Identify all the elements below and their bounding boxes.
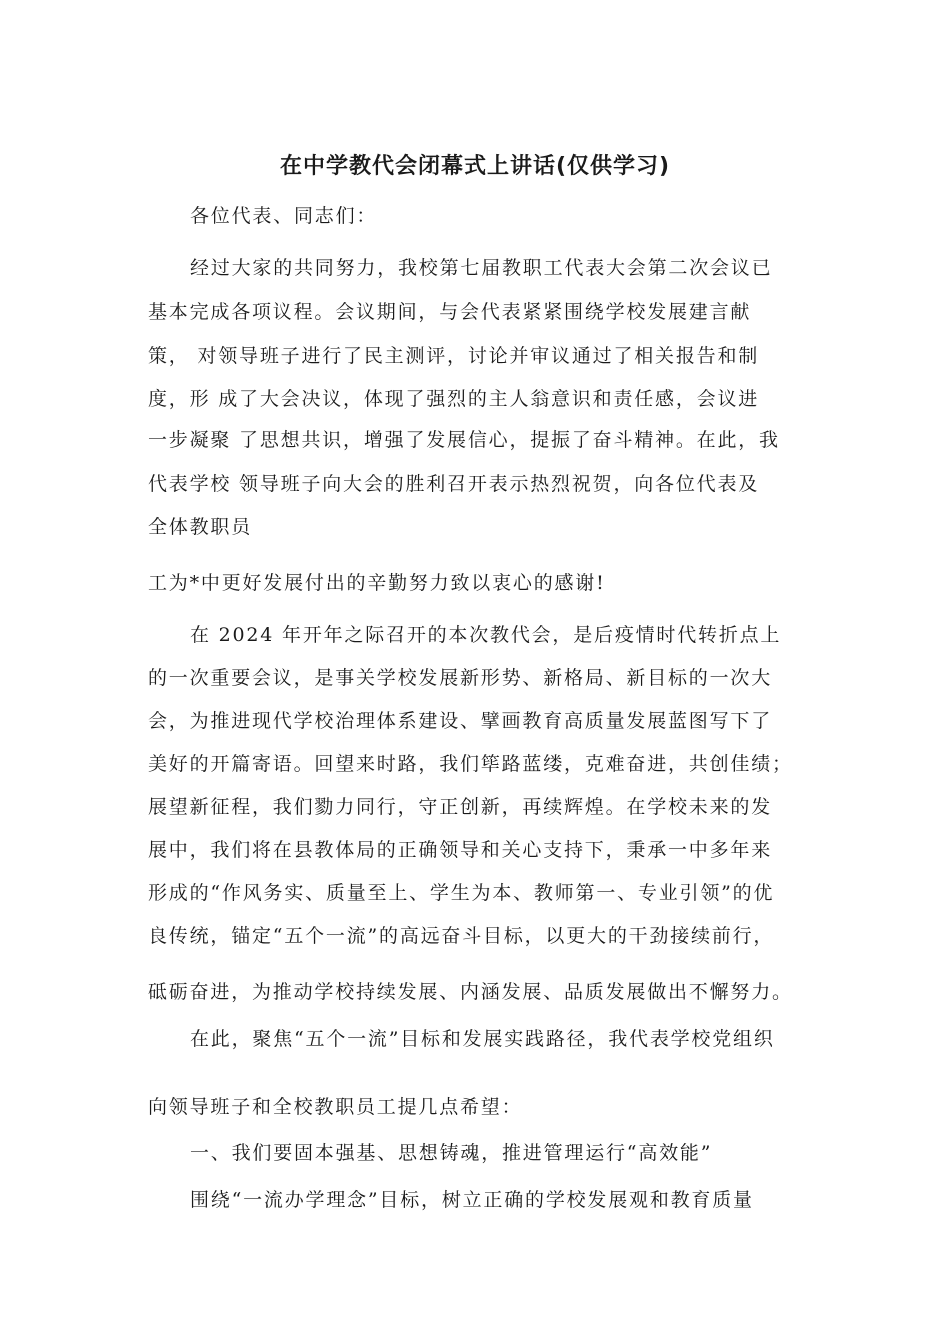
section-heading: 一、我们要固本强基、思想铸魂，推进管理运行“高效能”	[190, 1142, 713, 1164]
body-line: 在此，聚焦“五个一流”目标和发展实践路径，我代表学校党组织	[190, 1028, 775, 1050]
body-line: 展望新征程，我们勠力同行，守正创新，再续辉煌。在学校未来的发	[148, 796, 773, 818]
body-line: 展中，我们将在县教体局的正确领导和关心支持下，秉承一中多年来	[148, 839, 773, 861]
body-line: 全体教职员	[148, 516, 253, 538]
body-line: 向领导班子和全校教职员工提几点希望：	[148, 1096, 523, 1118]
body-line: 良传统，锚定“五个一流”的高远奋斗目标，以更大的干劲接续前行，	[148, 925, 775, 947]
salutation-line: 各位代表、同志们：	[190, 205, 378, 227]
body-line: 砥砺奋进，为推动学校持续发展、内涵发展、品质发展做出不懈努力。	[148, 981, 793, 1003]
body-line: 在 2024 年开年之际召开的本次教代会，是后疫情时代转折点上	[190, 624, 782, 646]
body-line: 工为*中更好发展付出的辛勤努力致以衷心的感谢!	[148, 572, 606, 594]
body-line: 的一次重要会议，是事关学校发展新形势、新格局、新目标的一次大	[148, 667, 773, 689]
body-line: 代表学校 领导班子向大会的胜利召开表示热烈祝贺，向各位代表及	[148, 473, 760, 495]
body-line: 度，形 成了大会决议，体现了强烈的主人翁意识和责任感，会议进	[148, 388, 760, 410]
body-line: 基本完成各项议程。会议期间，与会代表紧紧围绕学校发展建言献	[148, 301, 752, 323]
body-line: 形成的“作风务实、质量至上、学生为本、教师第一、专业引领”的优	[148, 882, 775, 904]
body-line: 策， 对领导班子进行了民主测评，讨论并审议通过了相关报告和制	[148, 345, 760, 367]
document-title: 在中学教代会闭幕式上讲话(仅供学习)	[279, 154, 671, 179]
body-line: 一步凝聚 了思想共识，增强了发展信心，提振了奋斗精神。在此，我	[148, 429, 780, 451]
body-line: 围绕“一流办学理念”目标，树立正确的学校发展观和教育质量	[190, 1189, 754, 1211]
body-line: 会，为推进现代学校治理体系建设、擘画教育高质量发展蓝图写下了	[148, 710, 773, 732]
body-line: 经过大家的共同努力，我校第七届教职工代表大会第二次会议已	[190, 257, 773, 279]
body-line: 美好的开篇寄语。回望来时路，我们筚路蓝缕，克难奋进，共创佳绩；	[148, 753, 793, 775]
